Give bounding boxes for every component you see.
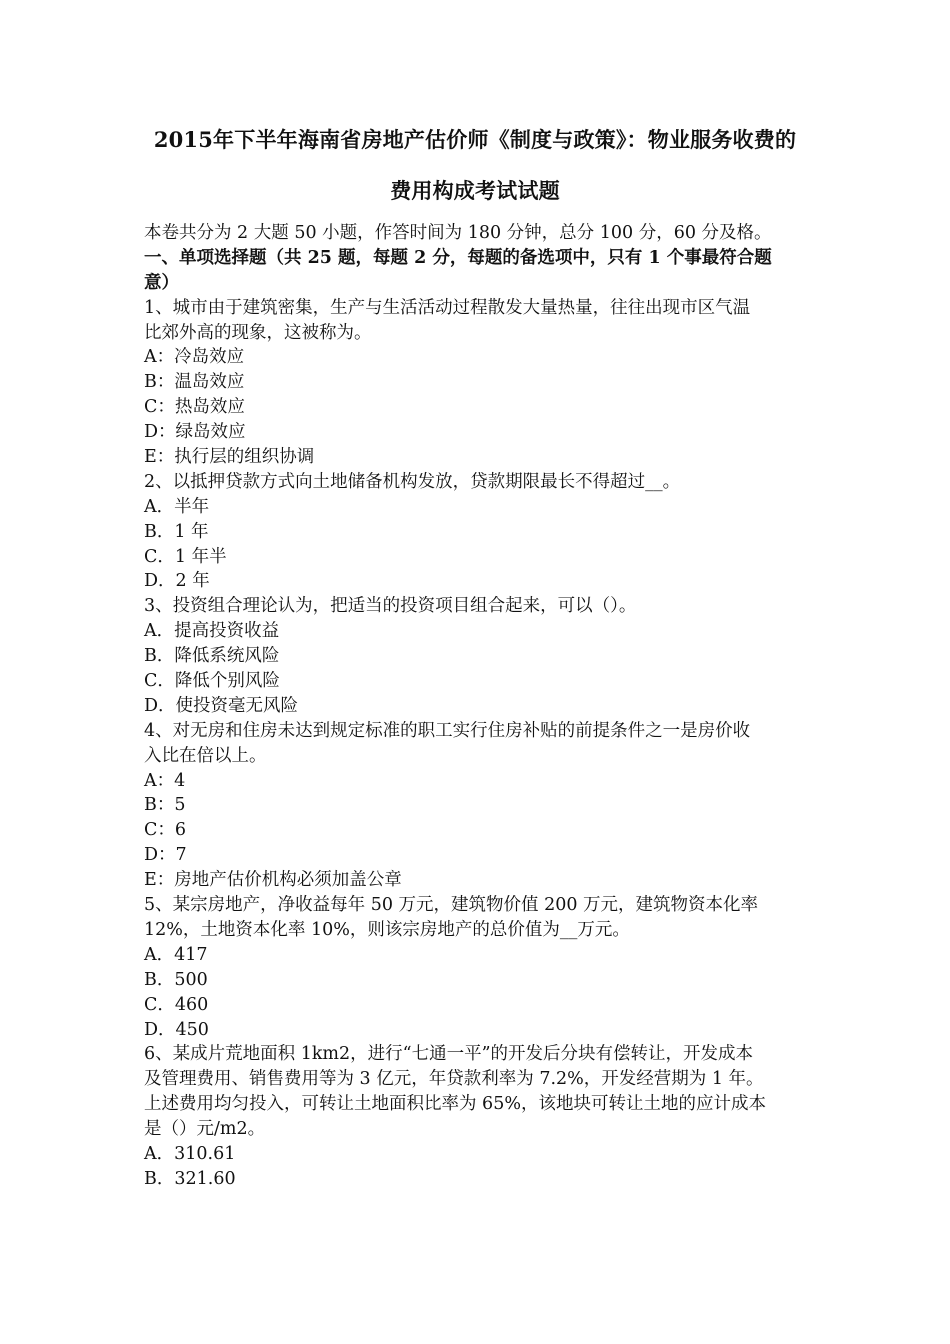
question-text: 3、投资组合理论认为，把适当的投资项目组合起来，可以（）。 <box>144 596 637 617</box>
answer-option: D．2 年 <box>144 571 210 592</box>
answer-option: B．1 年 <box>144 521 209 542</box>
answer-option: A．417 <box>144 944 208 965</box>
answer-option: A．提高投资收益 <box>144 621 280 642</box>
answer-option: E：房地产估价机构必须加盖公章 <box>144 870 402 891</box>
question-text: 2、以抵押贷款方式向土地储备机构发放，贷款期限最长不得超过__。 <box>144 471 681 492</box>
document-body <box>144 221 824 1192</box>
question-text: 比郊外高的现象，这被称为。 <box>144 322 372 343</box>
question-text: 12%，土地资本化率 10%，则该宗房地产的总价值为__万元。 <box>144 919 630 940</box>
question-text: 5、某宗房地产，净收益每年 50 万元，建筑物价值 200 万元，建筑物资本化率 <box>144 895 759 916</box>
answer-option: B．降低系统风险 <box>144 646 280 667</box>
section-heading-cont: 意） <box>144 272 179 293</box>
answer-option: C．460 <box>144 994 209 1015</box>
document-title-line-2: 费用构成考试试题 <box>390 178 560 203</box>
answer-option: C：热岛效应 <box>144 397 245 418</box>
answer-option: D．450 <box>144 1019 209 1040</box>
question-text: 是（）元/m2。 <box>144 1119 266 1140</box>
answer-option: D．使投资毫无风险 <box>144 695 299 716</box>
answer-option: C．降低个别风险 <box>144 671 280 692</box>
answer-option: D：7 <box>144 845 187 866</box>
answer-option: B．321.60 <box>144 1168 236 1189</box>
question-text: 及管理费用、销售费用等为 3 亿元，年贷款利率为 7.2%，开发经营期为 1 年。 <box>144 1069 764 1090</box>
answer-option: B：5 <box>144 795 186 816</box>
answer-option: C：6 <box>144 820 187 841</box>
answer-option: A．半年 <box>144 496 210 517</box>
question-text: 6、某成片荒地面积 1km2，进行“七通一平”的开发后分块有偿转让，开发成本 <box>144 1044 754 1065</box>
answer-option: B．500 <box>144 969 208 990</box>
answer-option: C．1 年半 <box>144 546 227 567</box>
answer-option: A：冷岛效应 <box>144 347 245 368</box>
answer-option: D：绿岛效应 <box>144 422 246 443</box>
answer-option: E：执行层的组织协调 <box>144 447 315 468</box>
question-text: 1、城市由于建筑密集，生产与生活活动过程散发大量热量，往往出现市区气温 <box>144 297 751 318</box>
exam-intro: 本卷共分为 2 大题 50 小题，作答时间为 180 分钟，总分 100 分，60 分及格。 <box>144 223 772 243</box>
answer-option: A．310.61 <box>144 1143 236 1164</box>
question-text: 4、对无房和住房未达到规定标准的职工实行住房补贴的前提条件之一是房价收 <box>144 720 751 741</box>
question-text: 上述费用均匀投入，可转让土地面积比率为 65%，该地块可转让土地的应计成本 <box>144 1094 766 1115</box>
document-title-line-1: 2015年下半年海南省房地产估价师《制度与政策》：物业服务收费的 <box>153 127 797 152</box>
answer-option: B：温岛效应 <box>144 372 245 393</box>
question-text: 入比在倍以上。 <box>144 745 267 766</box>
answer-option: A：4 <box>144 770 186 791</box>
section-heading: 一、单项选择题（共 25 题，每题 2 分，每题的备选项中，只有 1 个事最符合题 <box>144 247 772 268</box>
